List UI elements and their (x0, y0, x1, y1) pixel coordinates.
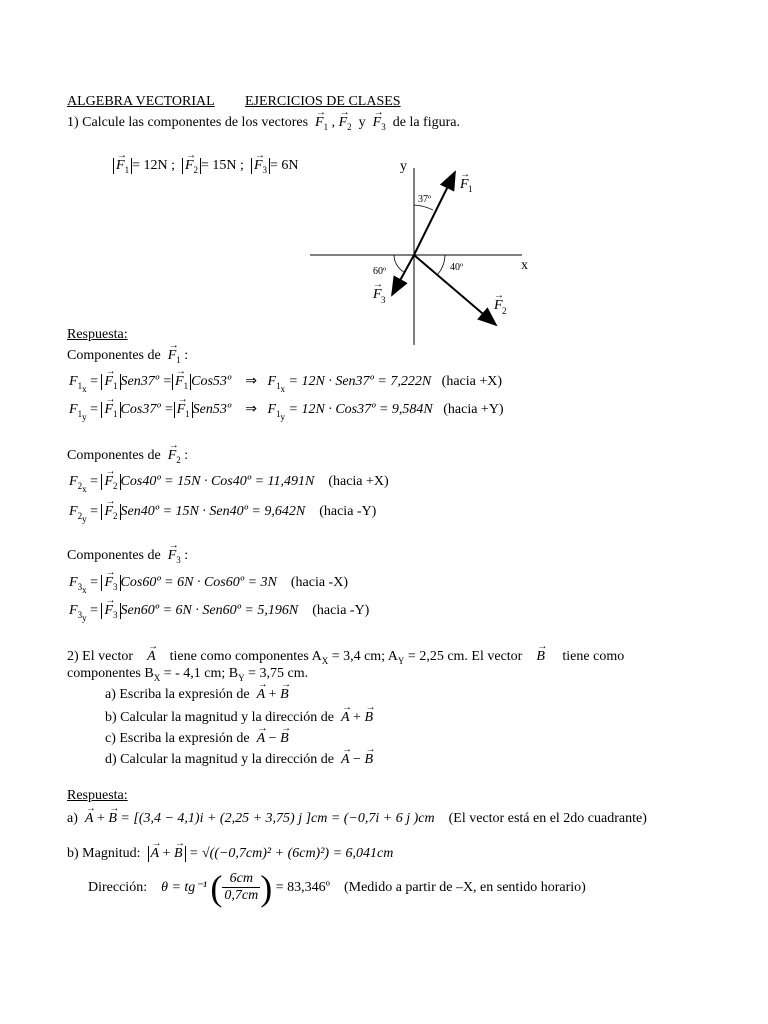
dir-den: 0,7cm (224, 888, 259, 904)
ex2-item-b-text: b) Calcular la magnitud y la dirección de (105, 710, 334, 725)
ex1-statement: 1) Calcule las componentes de los vectores → $F_1$ , → $F_2$ $y \to F_3$ de la figura. (67, 114, 460, 136)
x-axis-label: x (521, 258, 528, 273)
ex1-statement-text: 1) Calcule las componentes de los vectores (67, 115, 309, 130)
ex1-comp-f2-title: Componentes de → $F_2$ : (67, 447, 188, 469)
eq-f3y-rhs: Sen60º = 6N · Sen60º = 5,196N (120, 603, 299, 618)
ex1-comp-f1-title: Componentes de → $F_1$ : (67, 347, 188, 369)
dir-result: = 83,346º (275, 880, 330, 895)
ex1-statement-tail: de la figura. (392, 115, 460, 130)
eq-f2y: $F_{2_y}$ = → $F_2$ Sen40º = 15N · Sen40º = 9,642N (hacia -Y) (69, 503, 376, 528)
dir-note: (Medido a partir de –X, en sentido horario) (343, 880, 586, 895)
eq-f2y-rhs: Sen40º = 15N · Sen40º = 9,642N (120, 504, 306, 519)
angle-40-label: 40º (450, 262, 464, 273)
eq-f1y-lhs: Cos37º = (120, 402, 174, 417)
eq-f1x-dir: (hacia +X) (441, 374, 503, 389)
ans-b-prefix: b) Magnitud: (67, 846, 141, 861)
ex2-ay: = 2,25 cm. El vector (404, 649, 523, 664)
ex1-statement-y: y (358, 115, 366, 130)
ex2-item-c: c) Escriba la expresión de → A − → B (105, 730, 289, 748)
ex2-statement-line2: componentes $B_X$ = - 4,1 cm; $B_Y = 3,75$ cm. (67, 666, 309, 683)
ex2-bx: = - 4,1 cm; B (160, 666, 239, 681)
mag-f2: = 15N ; (201, 158, 244, 173)
dir-theta: θ = tg⁻¹ (161, 880, 207, 895)
ex2-line1-a: 2) El vector (67, 649, 134, 664)
f1-label: F (460, 177, 469, 192)
f1-arrow: → (460, 169, 470, 180)
comp-f1-label: Componentes de (67, 348, 161, 363)
eq-f2x-rhs: Cos40º = 15N · Cos40º = 11,491N (120, 474, 315, 489)
vector-f1 (414, 172, 455, 255)
ex2-statement-line1: 2) El vector → A tiene como componentes $A_X = 3,4$ cm; $A_Y = 2,25$ cm. El vector → B tiene como (67, 648, 624, 670)
mag-f3: = 6N (270, 158, 299, 173)
ex1-comp-f3-title: Componentes de → $F_3$ : (67, 547, 188, 569)
ex2-item-d-text: d) Calcular la magnitud y la dirección de (105, 752, 334, 767)
f3-arrow: → (373, 279, 383, 290)
f3-label: F (373, 287, 382, 302)
y-axis-label: y (400, 159, 407, 174)
arc-40 (437, 255, 445, 275)
eq-f3x-dir: (hacia -X) (290, 575, 348, 590)
eq-f3x-rhs: Cos60º = 6N · Cos60º = 3N (120, 575, 277, 590)
eq-f1x-lhs: Sen37º = (120, 374, 173, 389)
ans-a-expr: = [(3,4 − 4,1)i + (2,25 + 3,75) j ]cm = (−0,7i + 6 j )cm (120, 811, 435, 826)
ex2-by: = 3,75 cm. (244, 666, 309, 681)
vector-figure (300, 150, 540, 350)
mag-f1: = 12N ; (132, 158, 175, 173)
ex2-line2: componentes B (67, 666, 154, 681)
eq-f1x-rhs: = 12N · Sen37º = 7,222N (288, 374, 432, 389)
f2-label: F (494, 298, 503, 313)
comp-f3-label: Componentes de (67, 548, 161, 563)
eq-f3y-dir: (hacia -Y) (312, 603, 370, 618)
eq-f1y-mid: Sen53º (192, 402, 232, 417)
ex2-item-c-text: c) Escriba la expresión de (105, 731, 250, 746)
ex2-answer-label: Respuesta: (67, 788, 128, 803)
ex2-answer-a: a) → A + → B = [(3,4 − 4,1)i + (2,25 + 3,75) j ]cm = (−0,7i + 6 j )cm (El vector está en el 2do cuadrante) (67, 810, 647, 828)
arc-60 (394, 255, 404, 272)
ex2-answer-b: b) Magnitud: → A + → B = √((−0,7cm)² + (6cm)²) = 6,041cm (67, 845, 393, 863)
ex1-answer-label: Respuesta: (67, 327, 128, 342)
document-title: ALGEBRA VECTORIAL (67, 94, 215, 109)
eq-f1x: $F_{1_x}$ = → $F_1$ Sen37º =→ $F_1$ Cos53º ⇒ $F_{1_x} = 12N$ · Sen37º = 7,222N (hacia +X) (69, 373, 502, 398)
eq-f1y-dir: (hacia +Y) (443, 402, 504, 417)
angle-37-label: 37º (418, 194, 432, 205)
ans-a-prefix: a) (67, 811, 78, 826)
ex2-item-b: b) Calcular la magnitud y la dirección de → A + → B (105, 709, 373, 727)
eq-f2x: $F_{2_x}$ = → $F_2$ Cos40º = 15N · Cos40º = 11,491N (hacia +X) (69, 473, 389, 498)
dir-num: 6cm (222, 871, 260, 888)
eq-f1y: $F_{1_y}$ = → $F_1$ Cos37º =→ $F_1$ Sen53º ⇒ $F_{1_y} = 12N$ · Cos37º = 9,584N (hacia +Y) (69, 401, 504, 426)
comp-f2-label: Componentes de (67, 448, 161, 463)
f2-sub: 2 (502, 306, 507, 316)
f3-sub: 3 (381, 295, 386, 305)
dir-label: Dirección: (88, 880, 148, 895)
ex2-direction: Dirección: θ = tg⁻¹ ( $\frac{6cm}{0,7cm}$ ) = 83,346º (Medido a partir de –X, en sentido horario) (88, 867, 586, 908)
document-subtitle: EJERCICIOS DE CLASES (245, 94, 401, 109)
eq-f2y-dir: (hacia -Y) (319, 504, 377, 519)
ex2-item-a: a) Escriba la expresión de → A + → B (105, 686, 289, 704)
ex2-item-d: d) Calcular la magnitud y la dirección de → A − → B (105, 751, 373, 769)
f1-sub: 1 (468, 184, 473, 194)
eq-f3x: $F_{3_x}$ = → $F_3$ Cos60º = 6N · Cos60º = 3N (hacia -X) (69, 574, 348, 599)
ans-a-note: (El vector está en el 2do cuadrante) (448, 811, 647, 826)
f2-arrow: → (494, 290, 504, 301)
eq-f1y-rhs: = 12N · Cos37º = 9,584N (288, 402, 433, 417)
eq-f3y: $F_{3_y}$ = → $F_3$ Sen60º = 6N · Sen60º = 5,196N (hacia -Y) (69, 602, 369, 627)
ans-b-expr: = √((−0,7cm)² + (6cm)²) = 6,041cm (189, 846, 394, 861)
ex2-line1-b: tiene como componentes A (169, 649, 322, 664)
arc-37 (414, 205, 433, 210)
eq-f2x-dir: (hacia +X) (328, 474, 389, 489)
ex2-ax: = 3,4 cm; A (328, 649, 398, 664)
ex2-item-a-text: a) Escriba la expresión de (105, 687, 250, 702)
ex1-magnitudes: → $F_1 = 12N$ ; → $F_2 = 15N$ ; → $F_3 = 6N$ (113, 157, 299, 175)
ex2-line1-c: tiene como (562, 649, 625, 664)
eq-f1x-mid: Cos53º (191, 374, 232, 389)
angle-60-label: 60º (373, 266, 387, 277)
